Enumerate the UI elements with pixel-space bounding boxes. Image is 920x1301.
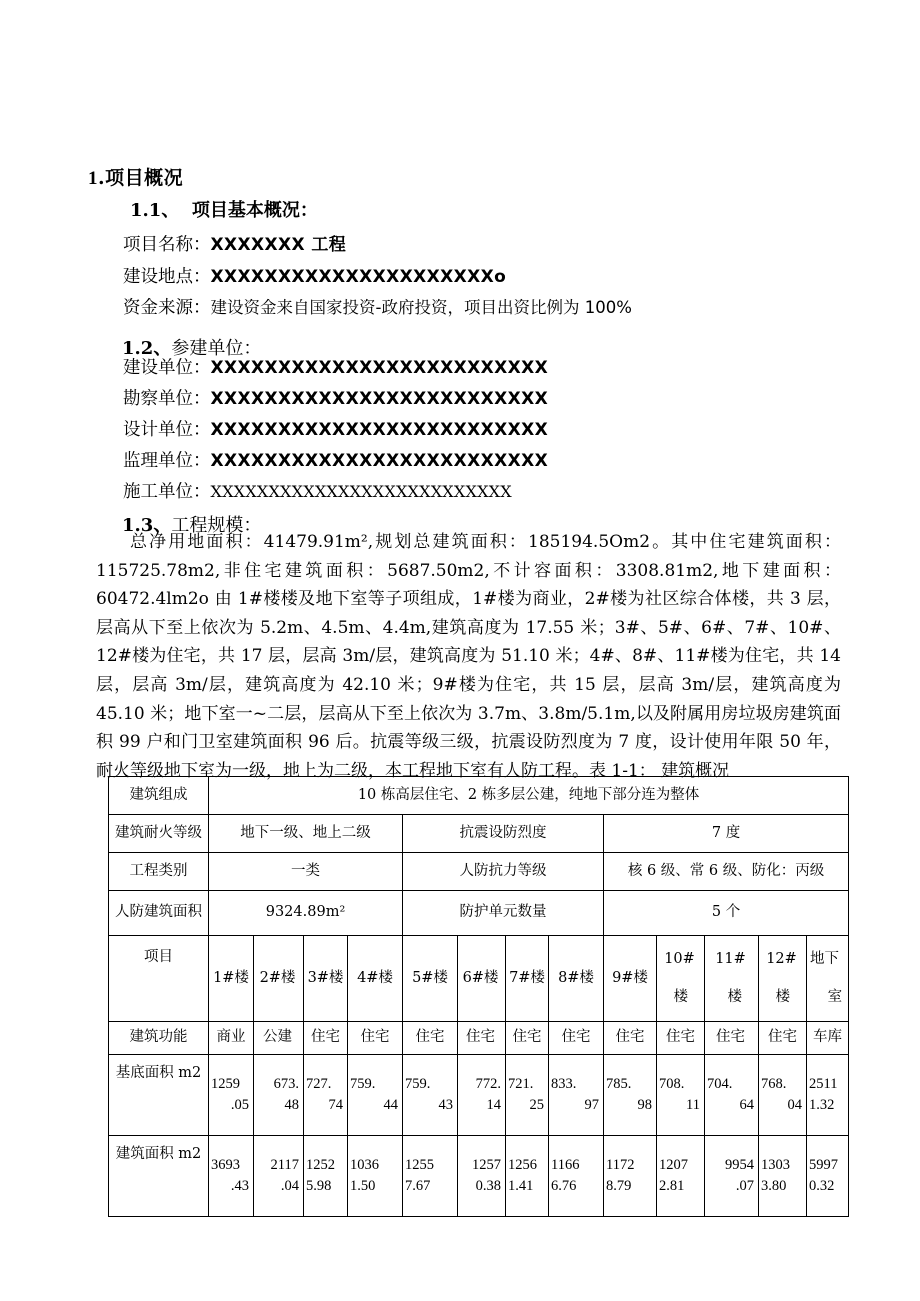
cell-build-area-7-line1: 1256	[508, 1156, 537, 1173]
cell-build-area-4-line2: 1.50	[350, 1178, 376, 1194]
cell-base-area-5-line1: 759.	[405, 1075, 431, 1092]
table-row	[109, 1055, 849, 1136]
cell-base-area-basement	[807, 1055, 849, 1136]
field-project-name-value: XXXXXXX 工程	[210, 235, 347, 255]
cell-function-7: 住宅	[506, 1022, 549, 1055]
field-survey-unit-label: 勘察单位：	[123, 389, 211, 409]
cell-base-area-4-line1: 759.	[350, 1075, 376, 1092]
cell-base-area-1-line2: .05	[230, 1097, 249, 1113]
cell-project-category-value: 一类	[209, 853, 403, 891]
subsection-title-1-1: 项目基本概况：	[191, 200, 318, 221]
cell-base-area-9	[604, 1055, 657, 1136]
cell-build-area-3	[304, 1136, 348, 1217]
table-header-row	[109, 936, 849, 1022]
column-header-building-8: 8#楼	[549, 936, 604, 1022]
cell-seismic-intensity-label: 抗震设防烈度	[403, 815, 604, 853]
cell-base-area-11-line1: 704.	[707, 1075, 733, 1092]
column-header-item: 项目	[109, 936, 209, 1022]
table-row	[109, 891, 849, 936]
cell-base-area-8-line1: 833.	[551, 1075, 577, 1092]
section-heading-1	[88, 163, 183, 190]
row-label-building-function: 建筑功能	[109, 1022, 209, 1055]
cell-base-area-basement-line2: 1.32	[809, 1097, 835, 1113]
field-funding-source	[123, 300, 632, 318]
cell-base-area-6-line2: 14	[486, 1097, 501, 1113]
section-number: 1	[88, 168, 98, 189]
field-supervision-unit-label: 监理单位：	[123, 451, 211, 471]
cell-function-9: 住宅	[604, 1022, 657, 1055]
cell-build-area-2-line1: 2117	[270, 1156, 299, 1173]
cell-base-area-4	[348, 1055, 403, 1136]
building-overview-table	[108, 776, 849, 1217]
cell-build-area-7-line2: 1.41	[508, 1178, 534, 1194]
field-funding-source-value: 建设资金来自国家投资-政府投资，项目出资比例为 100%	[210, 298, 632, 317]
table-row	[109, 853, 849, 891]
field-contractor-unit	[123, 484, 512, 502]
cell-base-area-12-line2: 04	[787, 1097, 802, 1113]
cell-function-basement: 车库	[807, 1022, 849, 1055]
cell-base-area-10-line1: 708.	[659, 1075, 685, 1092]
field-funding-source-label: 资金来源：	[123, 298, 211, 318]
column-header-building-11-line2: 楼	[727, 989, 742, 1005]
cell-function-5: 住宅	[403, 1022, 458, 1055]
cell-build-area-5-line2: 7.67	[405, 1178, 431, 1194]
row-label-civil-defense-area: 人防建筑面积	[109, 891, 209, 936]
cell-base-area-6	[458, 1055, 506, 1136]
cell-base-area-8	[549, 1055, 604, 1136]
row-label-fire-resistance: 建筑耐火等级	[109, 815, 209, 853]
column-header-building-6: 6#楼	[458, 936, 506, 1022]
column-header-building-10-line1: 10#	[664, 950, 695, 967]
subsection-heading-1-2	[122, 334, 261, 360]
cell-base-area-6-line1: 772.	[475, 1075, 501, 1092]
cell-function-12: 住宅	[759, 1022, 807, 1055]
cell-base-area-basement-line1: 2511	[809, 1075, 838, 1092]
field-survey-unit	[123, 391, 548, 409]
cell-build-area-11-line1: 9954	[725, 1156, 754, 1173]
table-row	[109, 1022, 849, 1055]
column-header-basement	[807, 936, 849, 1022]
cell-protection-units-label: 防护单元数量	[403, 891, 604, 936]
cell-function-3: 住宅	[304, 1022, 348, 1055]
cell-build-area-9-line2: 8.79	[606, 1178, 632, 1194]
cell-base-area-11-line2: 64	[739, 1097, 754, 1113]
cell-seismic-intensity-value: 7 度	[604, 815, 849, 853]
cell-base-area-8-line2: 97	[584, 1097, 599, 1113]
table-row	[109, 815, 849, 853]
cell-build-area-10-line1: 1207	[659, 1156, 688, 1173]
field-design-unit	[123, 422, 548, 440]
cell-base-area-2	[254, 1055, 304, 1136]
column-header-building-3: 3#楼	[304, 936, 348, 1022]
column-header-building-12-line2: 楼	[775, 989, 790, 1005]
field-construction-unit-label: 建设单位：	[123, 358, 211, 378]
cell-build-area-6-line1: 1257	[472, 1156, 501, 1173]
cell-base-area-3-line2: 74	[328, 1097, 343, 1113]
cell-build-area-8	[549, 1136, 604, 1217]
cell-build-area-basement	[807, 1136, 849, 1217]
cell-build-area-11	[705, 1136, 759, 1217]
cell-build-area-7	[506, 1136, 549, 1217]
table-row	[109, 1136, 849, 1217]
cell-base-area-3	[304, 1055, 348, 1136]
cell-build-area-10-line2: 2.81	[659, 1178, 685, 1194]
cell-build-area-6	[458, 1136, 506, 1217]
row-label-project-category: 工程类别	[109, 853, 209, 891]
cell-base-area-1	[209, 1055, 254, 1136]
column-header-building-9: 9#楼	[604, 936, 657, 1022]
column-header-building-12-line1: 12#	[766, 950, 797, 967]
cell-base-area-12-line1: 768.	[761, 1075, 787, 1092]
cell-base-area-5	[403, 1055, 458, 1136]
column-header-building-2: 2#楼	[254, 936, 304, 1022]
subsection-title-1-3: 工程规模：	[171, 515, 262, 536]
cell-build-area-8-line2: 6.76	[551, 1178, 577, 1194]
field-site-location	[123, 269, 506, 287]
cell-civil-defense-resistance-label: 人防抗力等级	[403, 853, 604, 891]
cell-base-area-10	[657, 1055, 705, 1136]
column-header-building-4: 4#楼	[348, 936, 403, 1022]
cell-build-area-basement-line1: 5997	[809, 1156, 838, 1173]
column-header-building-11-line1: 11#	[715, 950, 746, 967]
field-contractor-unit-label: 施工单位：	[123, 482, 211, 502]
cell-build-area-1-line2: .43	[230, 1178, 249, 1194]
field-site-location-label: 建设地点：	[123, 267, 211, 287]
cell-build-area-4	[348, 1136, 403, 1217]
field-construction-unit-value: XXXXXXXXXXXXXXXXXXXXXXXXX	[210, 358, 549, 378]
cell-base-area-10-line2: 11	[686, 1097, 700, 1113]
cell-base-area-11	[705, 1055, 759, 1136]
subsection-number-1-2: 1.2、	[122, 338, 172, 359]
cell-build-area-12	[759, 1136, 807, 1217]
cell-build-area-6-line2: 0.38	[475, 1178, 501, 1194]
column-header-building-5: 5#楼	[403, 936, 458, 1022]
cell-build-area-basement-line2: 0.32	[809, 1178, 835, 1194]
column-header-building-11	[705, 936, 759, 1022]
field-supervision-unit-value: XXXXXXXXXXXXXXXXXXXXXXXXX	[210, 451, 549, 471]
cell-build-area-5-line1: 1255	[405, 1156, 434, 1173]
cell-base-area-7	[506, 1055, 549, 1136]
cell-base-area-5-line2: 43	[438, 1097, 453, 1113]
subsection-title-1-2: 参建单位：	[171, 338, 262, 359]
cell-base-area-9-line1: 785.	[606, 1075, 632, 1092]
field-construction-unit	[123, 360, 548, 378]
column-header-building-1: 1#楼	[209, 936, 254, 1022]
cell-base-area-7-line1: 721.	[508, 1075, 534, 1092]
cell-function-4: 住宅	[348, 1022, 403, 1055]
cell-base-area-9-line2: 98	[637, 1097, 652, 1113]
cell-build-area-3-line2: 5.98	[306, 1178, 332, 1194]
project-scale-paragraph: 总净用地面积：41479.91m²,规划总建筑面积：185194.5Om2。其中住宅建筑面积：115725.78m2,非住宅建筑面积：5687.50m2,不计容面积：3308.81m2,地下建面积：60472.4lm2o 由 1#楼楼及地下室等子项组成，1#楼为商业，2#楼为社区综合体楼，共 3 层，层高从下至上依次为 5.2m、4.5m、4.4m,建筑高度为 17.55 米；3#、5#、6#、7#、10#、12#楼为住宅，共 17 层，层高 3m/层，建筑高度为 51.10 米；4#、8#、11#楼为住宅，共 14 层，层高 3m/层，建筑高度为 42.10 米；9#楼为住宅，共 15 层，层高 3m/层，建筑高度为 45.10 米；地下室一~二层，层高从下至上依次为 3.7m、3.8m/5.1m,以及附属用房垃圾房建筑面积 99 户和门卫室建筑面积 96 后。抗震等级三级，抗震设防烈度为 7 度，设计使用年限 50 年，耐火等级地下室为一级，地上为二级，本工程地下室有人防工程。表 1-1： 建筑概况	[96, 532, 841, 781]
cell-build-area-11-line2: .07	[735, 1178, 754, 1194]
field-site-location-value: XXXXXXXXXXXXXXXXXXXXXo	[210, 267, 507, 287]
cell-build-area-2	[254, 1136, 304, 1217]
cell-fire-resistance-value: 地下一级、地上二级	[209, 815, 403, 853]
cell-base-area-2-line2: 48	[284, 1097, 299, 1113]
subsection-heading-1-1	[130, 196, 318, 222]
cell-base-area-2-line1: 673.	[273, 1075, 299, 1092]
field-project-name-label: 项目名称：	[123, 235, 211, 255]
cell-function-11: 住宅	[705, 1022, 759, 1055]
row-label-build-area: 建筑面积 m2	[109, 1136, 209, 1217]
cell-build-area-1	[209, 1136, 254, 1217]
cell-build-area-10	[657, 1136, 705, 1217]
column-header-building-12	[759, 936, 807, 1022]
cell-build-area-9-line1: 1172	[606, 1156, 635, 1173]
column-header-building-10	[657, 936, 705, 1022]
cell-build-area-2-line2: .04	[280, 1178, 299, 1194]
field-project-name	[123, 237, 346, 255]
subsection-number-1-1: 1.1、	[130, 200, 180, 221]
cell-base-area-4-line2: 44	[383, 1097, 398, 1113]
field-design-unit-label: 设计单位：	[123, 420, 211, 440]
cell-function-1: 商业	[209, 1022, 254, 1055]
field-supervision-unit	[123, 453, 548, 471]
row-label-base-area: 基底面积 m2	[109, 1055, 209, 1136]
cell-function-6: 住宅	[458, 1022, 506, 1055]
column-header-building-10-line2: 楼	[673, 989, 688, 1005]
cell-protection-units-value: 5 个	[604, 891, 849, 936]
cell-build-area-9	[604, 1136, 657, 1217]
cell-base-area-1-line1: 1259	[211, 1075, 240, 1092]
section-title: .项目概况	[98, 167, 184, 189]
cell-function-8: 住宅	[549, 1022, 604, 1055]
column-header-building-7: 7#楼	[506, 936, 549, 1022]
row-label-building-composition: 建筑组成	[109, 777, 209, 815]
cell-base-area-3-line1: 727.	[306, 1075, 332, 1092]
cell-build-area-4-line1: 1036	[350, 1156, 379, 1173]
cell-civil-defense-resistance-value: 核 6 级、常 6 级、防化：丙级	[604, 853, 849, 891]
cell-function-2: 公建	[254, 1022, 304, 1055]
cell-base-area-12	[759, 1055, 807, 1136]
cell-build-area-3-line1: 1252	[306, 1156, 335, 1173]
cell-build-area-1-line1: 3693	[211, 1156, 240, 1173]
cell-civil-defense-area-value: 9324.89m²	[209, 891, 403, 936]
field-contractor-unit-value: XXXXXXXXXXXXXXXXXXXXXXXXXX	[210, 482, 512, 501]
field-survey-unit-value: XXXXXXXXXXXXXXXXXXXXXXXXX	[210, 389, 549, 409]
cell-build-area-12-line2: 3.80	[761, 1178, 787, 1194]
column-header-basement-line1: 地下	[810, 950, 839, 967]
cell-base-area-7-line2: 25	[529, 1097, 544, 1113]
field-design-unit-value: XXXXXXXXXXXXXXXXXXXXXXXXX	[210, 420, 549, 440]
cell-building-composition-value: 10 栋高层住宅、2 栋多层公建，纯地下部分连为整体	[209, 777, 849, 815]
cell-function-10: 住宅	[657, 1022, 705, 1055]
table-row	[109, 777, 849, 815]
building-overview-table-wrap	[108, 776, 843, 1217]
cell-build-area-12-line1: 1303	[761, 1156, 790, 1173]
column-header-basement-line2: 室	[827, 989, 843, 1005]
cell-build-area-8-line1: 1166	[551, 1156, 580, 1173]
subsection-number-1-3: 1.3、	[122, 515, 172, 536]
cell-build-area-5	[403, 1136, 458, 1217]
